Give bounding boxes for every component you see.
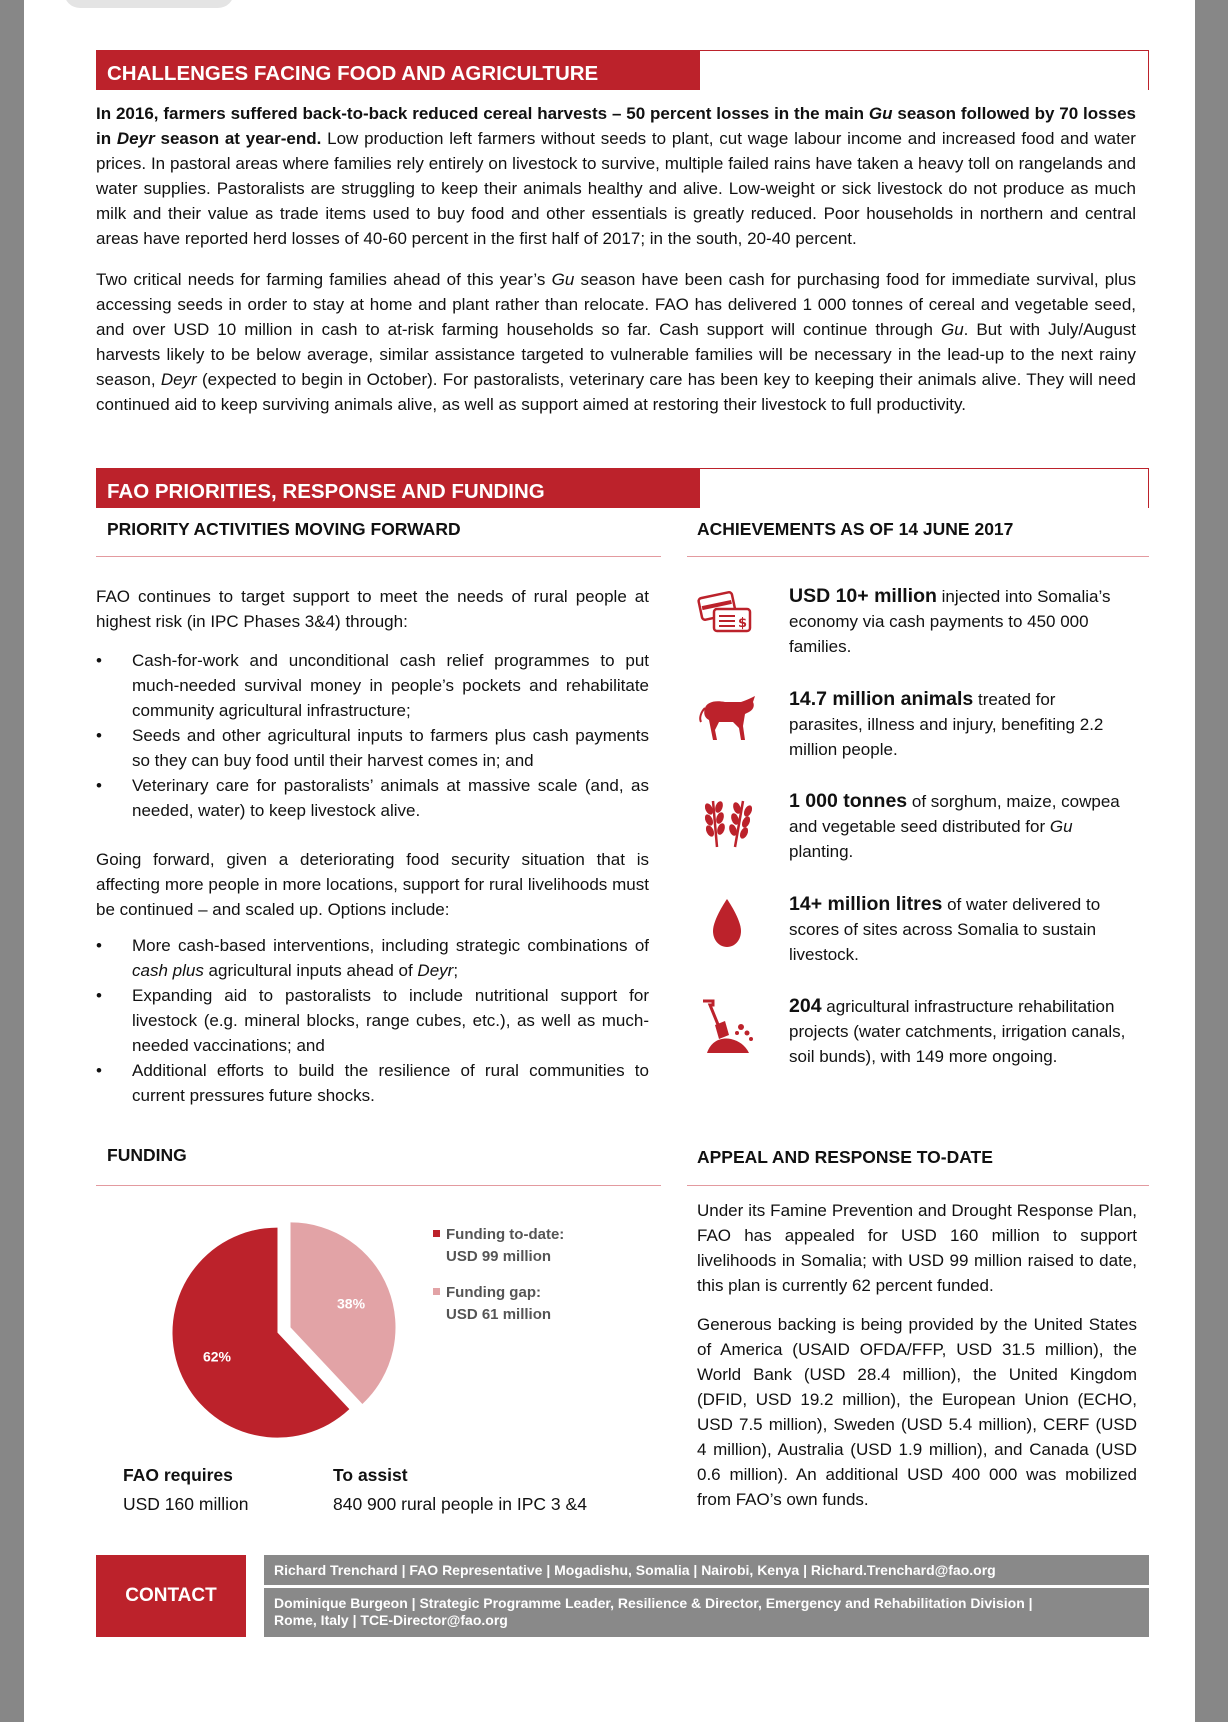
achievement-animals — [789, 687, 1129, 762]
text-run: ; — [453, 961, 459, 980]
shovel-soil-icon — [697, 997, 757, 1053]
text-run: Gu — [551, 270, 575, 289]
text-run: Gu — [940, 320, 964, 339]
contact-row-1 — [264, 1555, 1149, 1585]
challenges-section-header — [96, 50, 1149, 90]
text-run: Cash-for-work and unconditional cash relief programmes to put much-needed survival money in people’s pockets and rehabilitate community agricultural infrastructure; — [132, 651, 649, 720]
challenges-paragraph-1 — [96, 101, 1136, 251]
divider — [687, 556, 1149, 557]
text-run: Veterinary care for pastoralists’ animals at massive scale (and, as needed, water) to keep livestock alive. — [132, 776, 649, 820]
text-run: agricultural infrastructure rehabilitation projects (water catchments, irrigation canals, soil bunds), with 149 more ongoing. — [789, 997, 1126, 1066]
text-run: injected into Somalia’s economy via cash payments to 450 000 families. — [789, 587, 1111, 656]
contact-line-2a: Dominique Burgeon | Strategic Programme Leader, Resilience & Director, Emergency and Rehabilitation Division | — [274, 1595, 1033, 1611]
appeal-paragraph-2: Generous backing is being provided by the United States of America (USAID OFDA/FFP, USD 31.5 million), the World Bank (USD 28.4 million), the United Kingdom (DFID, USD 19.2 million), the European Union (ECHO, USD 7.5 million), Sweden (USD 5.4 million), CERF (USD 4 million), Australia (USD 1.9 million), and Canada (USD 0.6 million). An additional USD 400 000 was mobilized from FAO’s own funds. — [697, 1315, 1137, 1509]
text-run: of water delivered to scores of sites across Somalia to sustain livestock. — [789, 895, 1101, 964]
priority-activities-heading: PRIORITY ACTIVITIES MOVING FORWARD — [107, 519, 461, 539]
cow-icon — [697, 690, 757, 746]
priorities-heading: FAO PRIORITIES, RESPONSE AND FUNDING — [96, 469, 700, 508]
contact-line-2b: Rome, Italy | TCE-Director@fao.org — [274, 1612, 508, 1628]
text-run: In 2016, farmers suffered back-to-back reduced cereal harvests – 50 percent losses in the main — [96, 104, 869, 123]
bullet-item — [96, 723, 649, 773]
challenges-heading: CHALLENGES FACING FOOD AND AGRICULTURE — [96, 51, 700, 90]
pie-slice-label: 62% — [202, 1348, 231, 1365]
text-run: 14.7 million animals — [789, 688, 974, 710]
text-run: Expanding aid to pastoralists to include nutritional support for livestock (e.g. mineral blocks, range cubes, etc.), as well as much-needed vaccinations; and — [132, 986, 649, 1055]
text-run: season followed by 70 losses in — [96, 104, 1136, 148]
achievements-heading: ACHIEVEMENTS AS OF 14 JUNE 2017 — [697, 519, 1014, 539]
legend-label: Funding gap: — [446, 1284, 541, 1301]
svg-text:$: $ — [738, 616, 748, 631]
bullet-item — [96, 933, 649, 983]
contact-row-2 — [264, 1588, 1149, 1637]
funding-pie-chart — [154, 1200, 414, 1460]
text-run: agricultural inputs ahead of — [203, 961, 418, 980]
legend-value: USD 99 million — [446, 1248, 552, 1265]
text-run: season at year-end. — [154, 129, 322, 148]
text-run: Deyr — [160, 370, 197, 389]
contact-line-1: Richard Trenchard | FAO Representative | Mogadishu, Somalia | Nairobi, Kenya | Richard.Trenchard@fao.org — [274, 1562, 996, 1578]
fao-requires-value: USD 160 million — [123, 1494, 249, 1514]
bullet-item — [96, 983, 649, 1058]
water-drop-icon — [697, 895, 757, 951]
text-run: Additional efforts to build the resilience of rural communities to current pressures future shocks. — [132, 1061, 649, 1105]
challenges-paragraph-2 — [96, 267, 1136, 417]
contact-label: CONTACT — [96, 1555, 246, 1637]
achievement-water — [789, 892, 1129, 967]
text-run: Gu — [868, 104, 893, 123]
text-run: cash plus — [132, 961, 204, 980]
achievement-cash — [789, 584, 1129, 659]
options-bullet-list — [96, 933, 649, 1108]
pie-slice-label: 38% — [337, 1295, 366, 1312]
text-run: Low production left farmers without seeds to plant, cut wage labour income and increased food and water prices. In pastoral areas where families rely entirely on livestock to survive, multiple failed rains have taken a heavy toll on rangelands and water supplies. Pastoralists are struggling to keep their animals healthy and alive. Low-weight or sick livestock do not produce as much milk and their value as trade items used to buy food and other essentials is greatly reduced. Poor households in northern and central areas have reported herd losses of 40-60 percent in the first half of 2017; in the south, 20-40 percent. — [96, 129, 1136, 248]
bullet-item — [96, 1058, 649, 1108]
legend-swatch — [433, 1288, 440, 1295]
text-run: 1 000 tonnes — [789, 790, 908, 812]
text-run: Seeds and other agricultural inputs to farmers plus cash payments so they can buy food until their harvest comes in; and — [132, 726, 649, 770]
text-run: season have been cash for purchasing food for immediate survival, plus accessing seeds in order to stay at home and plant rather than relocate. FAO has delivered 1 000 tonnes of cereal and vegetable seed, and over USD 10 million in cash to at-risk farming households so far. Cash support will continue through — [96, 270, 1136, 339]
text-run: More cash-based interventions, including strategic combinations of — [132, 936, 649, 955]
text-run: 204 — [789, 995, 822, 1017]
to-assist-label: To assist — [333, 1465, 408, 1485]
appeal-heading: APPEAL AND RESPONSE TO-DATE — [697, 1147, 993, 1167]
text-run: . But with July/August harvests likely to be below average, similar assistance targeted to vulnerable families will be necessary in the lead-up to the next rainy season, — [96, 320, 1136, 389]
legend-funding-to-date — [433, 1224, 564, 1268]
text-run: Deyr — [417, 961, 454, 980]
divider — [687, 1185, 1149, 1186]
legend-funding-gap — [433, 1282, 551, 1326]
to-assist-value: 840 900 rural people in IPC 3 &4 — [333, 1494, 587, 1514]
text-run: 14+ million litres — [789, 893, 943, 915]
text-run: Deyr — [116, 129, 155, 148]
text-run: Two critical needs for farming families ahead of this year’s — [96, 270, 552, 289]
priority-bullet-list — [96, 648, 649, 823]
text-run: of sorghum, maize, cowpea and vegetable seed distributed for — [789, 792, 1120, 836]
achievement-seeds — [789, 789, 1129, 864]
funding-heading: FUNDING — [107, 1145, 187, 1165]
text-run: Gu — [1049, 817, 1073, 836]
divider — [96, 1185, 661, 1186]
text-run: planting. — [789, 842, 854, 861]
legend-label: Funding to-date: — [446, 1226, 565, 1243]
wheat-icon — [697, 793, 757, 849]
cash-payment-icon — [697, 587, 757, 643]
viewer-tab[interactable] — [64, 0, 234, 8]
text-run: treated for parasites, illness and injury, benefiting 2.2 million people. — [789, 690, 1104, 759]
text-run: (expected to begin in October). For pastoralists, veterinary care has been key to keeping their animals alive. They will need continued aid to keep surviving animals alive, as well as support aimed at restoring their livestock to full productivity. — [96, 370, 1136, 414]
priorities-section-header — [96, 468, 1149, 508]
bullet-item — [96, 648, 649, 723]
appeal-paragraph-1: Under its Famine Prevention and Drought Response Plan, FAO has appealed for USD 160 million to support livelihoods in Somalia; with USD 99 million raised to date, this plan is currently 62 percent funded. — [697, 1201, 1137, 1295]
bullet-item — [96, 773, 649, 823]
document-page — [24, 0, 1195, 1722]
achievement-infrastructure — [789, 994, 1129, 1069]
divider — [96, 556, 661, 557]
legend-swatch — [433, 1230, 440, 1237]
text-run: USD 10+ million — [789, 585, 937, 607]
fao-requires-label: FAO requires — [123, 1465, 233, 1485]
legend-value: USD 61 million — [446, 1306, 552, 1323]
priorities-intro: FAO continues to target support to meet the needs of rural people at highest risk (in IPC Phases 3&4) through: — [96, 587, 649, 631]
going-forward-paragraph: Going forward, given a deteriorating food security situation that is affecting more people in more locations, support for rural livelihoods must be continued – and scaled up. Options include: — [96, 850, 649, 919]
